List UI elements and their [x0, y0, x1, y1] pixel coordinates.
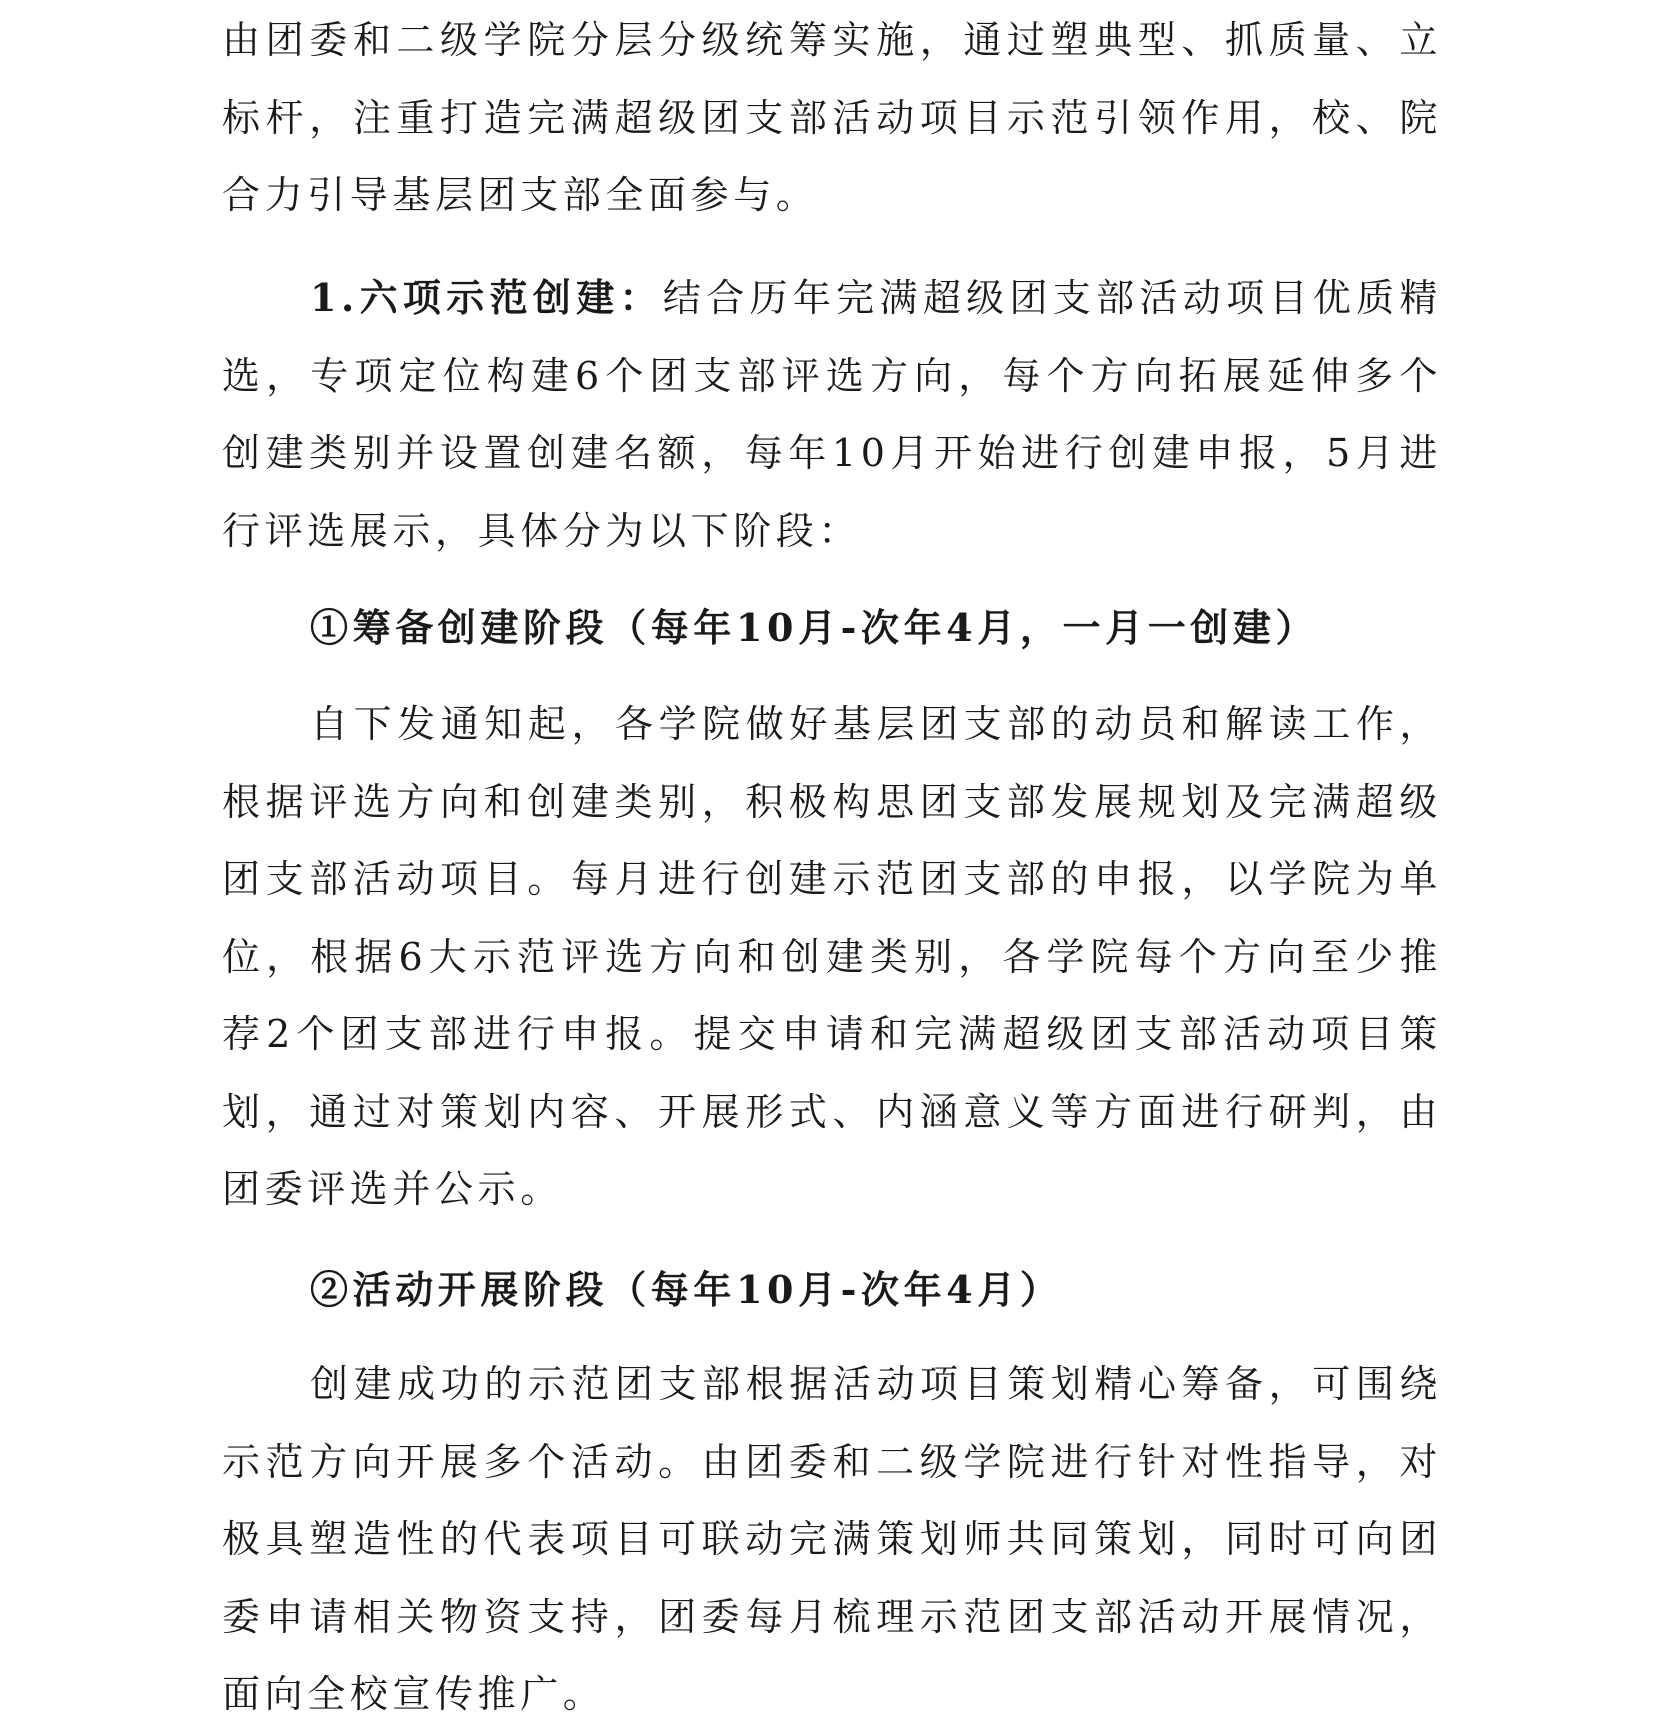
- section-1-body: 结合历年完满超级团支部活动项目优质精选，专项定位构建6个团支部评选方向，每个方向拓展延伸多个创建类别并设置创建名额，每年10月开始进行创建申报，5月进行评选展示，具体分为以下阶段：: [222, 276, 1442, 553]
- stage-1-heading: ①筹备创建阶段（每年10月-次年4月，一月一创建）: [310, 605, 1319, 650]
- stage-1-paragraph: 自下发通知起，各学院做好基层团支部的动员和解读工作，根据评选方向和创建类别，积极构思团支部发展规划及完满超级团支部活动项目。每月进行创建示范团支部的申报，以学院为单位，根据6大示范评选方向和创建类别，各学院每个方向至少推荐2个团支部进行申报。提交申请和完满超级团支部活动项目策划，通过对策划内容、开展形式、内涵意义等方面进行研判，由团委评选并公示。: [222, 702, 1442, 1211]
- section-1-lead: 1.六项示范创建：: [310, 275, 663, 320]
- stage-2-paragraph: 创建成功的示范团支部根据活动项目策划精心筹备，可围绕示范方向开展多个活动。由团委和二级学院进行针对性指导，对极具塑造性的代表项目可联动完满策划师共同策划，同时可向团委申请相关物资支持，团委每月梳理示范团支部活动开展情况，面向全校宣传推广。: [222, 1362, 1442, 1716]
- intro-paragraph: 由团委和二级学院分层分级统筹实施，通过塑典型、抓质量、立标杆，注重打造完满超级团支部活动项目示范引领作用，校、院合力引导基层团支部全面参与。: [222, 18, 1442, 217]
- section-1-paragraph: [222, 259, 1442, 570]
- stage-2-heading: ②活动开展阶段（每年10月-次年4月）: [310, 1267, 1063, 1312]
